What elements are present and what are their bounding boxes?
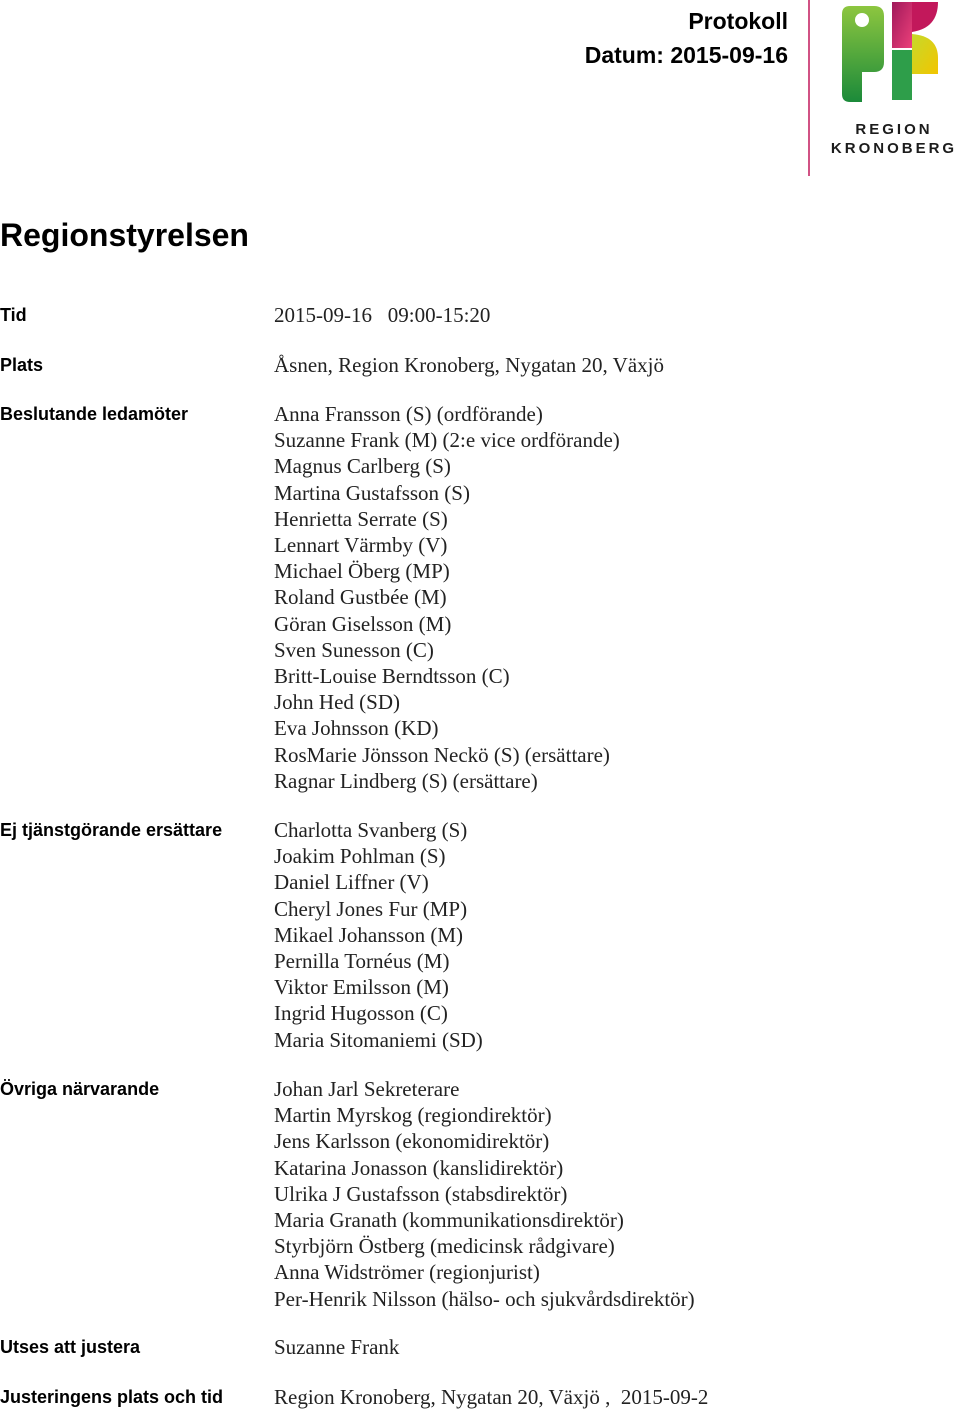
list-ovriga xyxy=(274,1076,695,1312)
list-item: Ingrid Hugosson (C) xyxy=(274,1001,448,1026)
document-date: Datum: 2015-09-16 xyxy=(584,42,788,68)
value-justering-plats xyxy=(274,1384,708,1410)
list-item: Styrbjörn Östberg (medicinsk rådgivare) xyxy=(274,1234,615,1259)
page-title: Regionstyrelsen xyxy=(0,217,249,253)
justera-text: Suzanne Frank xyxy=(274,1335,400,1359)
list-item: Ragnar Lindberg (S) (ersättare) xyxy=(274,768,538,793)
logo-line-kronoberg: KRONOBERG xyxy=(830,140,958,157)
tid-text: 2015-09-16 09:00-15:20 xyxy=(274,303,491,327)
label-justering-plats: Justeringens plats och tid xyxy=(0,1387,224,1407)
list-item: Joakim Pohlman (S) xyxy=(274,844,446,869)
justering-plats-text: Region Kronoberg, Nygatan 20, Växjö , 2015-09-2 xyxy=(274,1385,709,1409)
plats-text: Åsnen, Region Kronoberg, Nygatan 20, Växjö xyxy=(274,353,664,377)
list-item: Daniel Liffner (V) xyxy=(274,870,429,895)
list-item: Michael Öberg (MP) xyxy=(274,559,450,584)
document-type: Protokoll xyxy=(688,8,788,34)
list-item: Per-Henrik Nilsson (hälso- och sjukvårdsdirektör) xyxy=(274,1286,695,1311)
list-item: Eva Johnsson (KD) xyxy=(274,716,439,741)
list-item: Mikael Johansson (M) xyxy=(274,922,463,947)
header-divider xyxy=(808,0,810,176)
value-tid xyxy=(274,302,490,328)
list-ersattare xyxy=(274,817,483,1053)
list-item: Magnus Carlberg (S) xyxy=(274,454,451,479)
list-item: RosMarie Jönsson Neckö (S) (ersättare) xyxy=(274,742,610,767)
list-item: Pernilla Tornéus (M) xyxy=(274,949,450,974)
list-item: John Hed (SD) xyxy=(274,690,400,715)
label-beslutande: Beslutande ledamöter xyxy=(0,404,189,424)
list-item: Göran Giselsson (M) xyxy=(274,611,452,636)
list-item: Lennart Värmby (V) xyxy=(274,533,448,558)
list-item: Ulrika J Gustafsson (stabsdirektör) xyxy=(274,1181,568,1206)
list-item: Anna Widströmer (regionjurist) xyxy=(274,1260,540,1285)
list-item: Charlotta Svanberg (S) xyxy=(274,818,468,842)
list-item: Martin Myrskog (regiondirektör) xyxy=(274,1103,552,1128)
list-item: Suzanne Frank (M) (2:e vice ordförande) xyxy=(274,428,620,453)
list-item: Jens Karlsson (ekonomidirektör) xyxy=(274,1129,550,1154)
list-item: Martina Gustafsson (S) xyxy=(274,480,470,505)
label-justera: Utses att justera xyxy=(0,1337,141,1357)
document-header xyxy=(585,4,788,72)
list-item: Sven Sunesson (C) xyxy=(274,637,434,662)
value-plats xyxy=(274,352,664,378)
list-beslutande xyxy=(274,401,620,794)
label-ersattare: Ej tjänstgörande ersättare xyxy=(0,820,223,840)
list-item: Maria Sitomaniemi (SD) xyxy=(274,1027,483,1052)
label-tid: Tid xyxy=(0,305,27,325)
list-item: Johan Jarl Sekreterare xyxy=(274,1077,460,1101)
logo-line-region: REGION xyxy=(855,121,933,138)
list-item: Viktor Emilsson (M) xyxy=(274,975,449,1000)
logo-text xyxy=(828,120,960,158)
list-item: Cheryl Jones Fur (MP) xyxy=(274,896,468,921)
label-plats: Plats xyxy=(0,355,44,375)
list-item: Katarina Jonasson (kanslidirektör) xyxy=(274,1155,564,1180)
label-ovriga: Övriga närvarande xyxy=(0,1079,160,1099)
value-justera xyxy=(274,1334,399,1360)
list-item: Maria Granath (kommunikationsdirektör) xyxy=(274,1208,624,1233)
list-item: Britt-Louise Berndtsson (C) xyxy=(274,664,510,689)
list-item: Roland Gustbée (M) xyxy=(274,585,447,610)
list-item: Henrietta Serrate (S) xyxy=(274,506,448,531)
list-item: Anna Fransson (S) (ordförande) xyxy=(274,402,543,426)
